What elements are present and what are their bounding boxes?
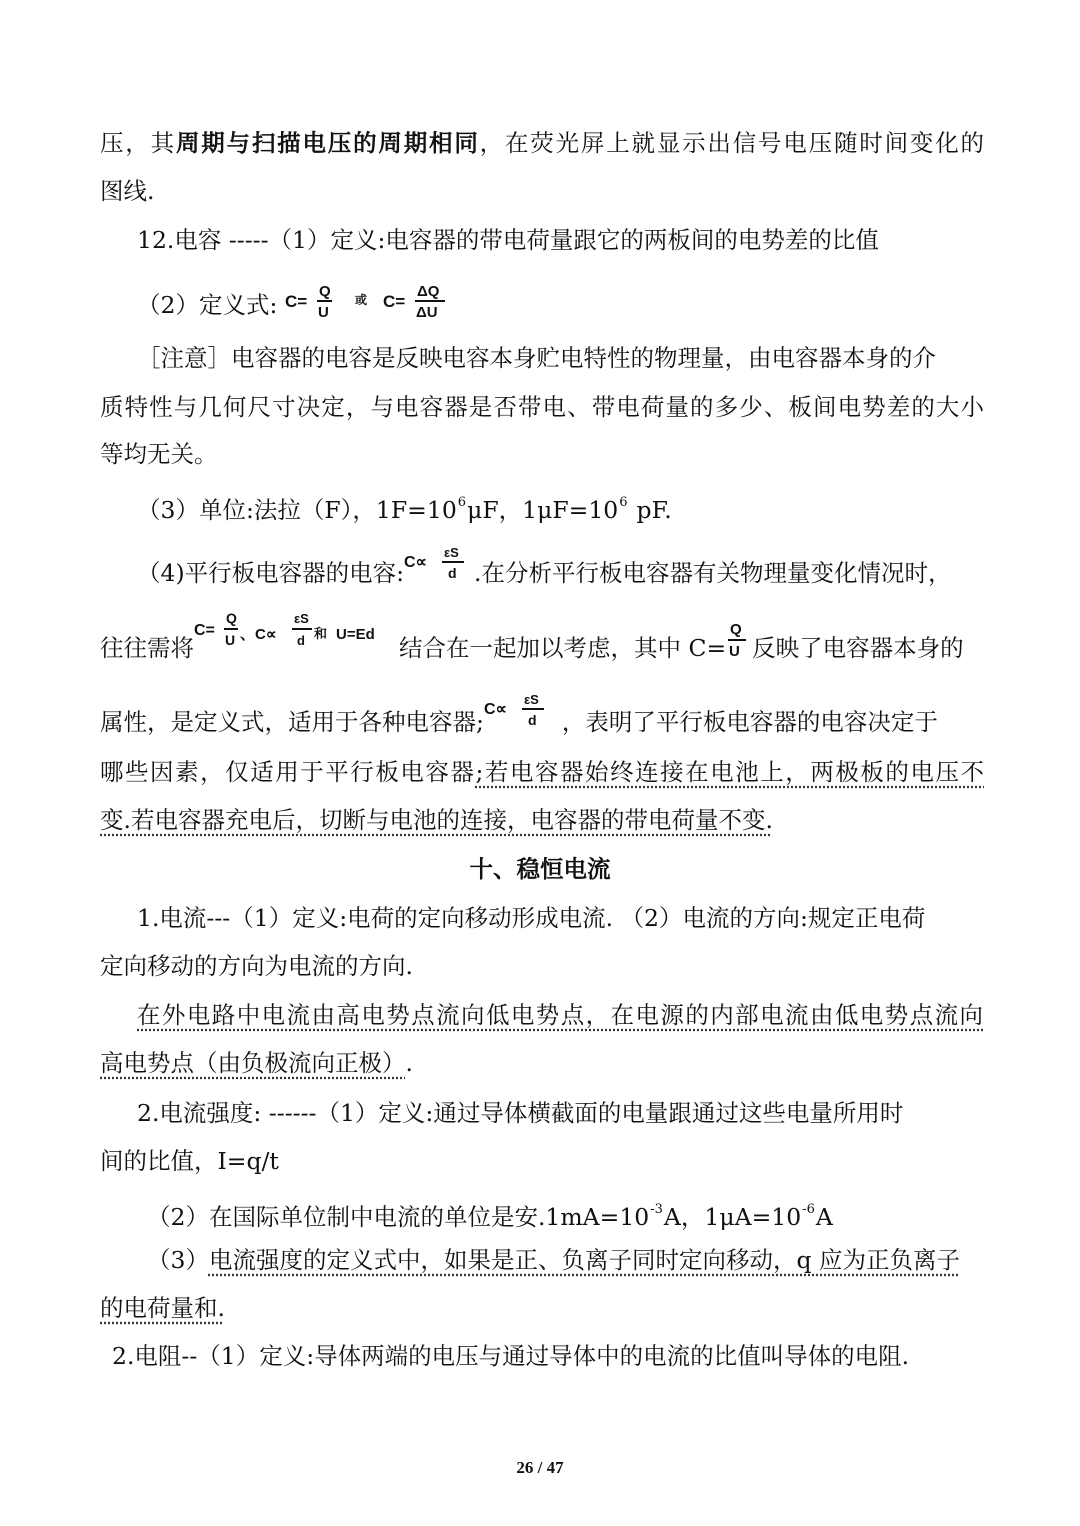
definition-formula-image bbox=[726, 618, 752, 662]
paragraph-line bbox=[137, 990, 983, 1040]
attribute-line bbox=[100, 691, 984, 747]
page-number bbox=[0, 1458, 1080, 1478]
text-span: A，1μA=10 bbox=[663, 1203, 802, 1231]
text-span: 压，其 bbox=[100, 129, 176, 157]
formula-epsilon-s: εS bbox=[444, 544, 459, 560]
paragraph-line: 图线. bbox=[100, 177, 155, 205]
text-span: pF. bbox=[636, 496, 672, 524]
text-span: （3） bbox=[147, 1246, 209, 1274]
text-span: 哪些因素，仅适用于平行板电容器 bbox=[100, 758, 476, 786]
text-span: μF，1μF=10 bbox=[467, 496, 619, 524]
parallel-plate-line bbox=[137, 544, 983, 598]
bold-text: 周期与扫描电压的周期相同 bbox=[175, 129, 480, 157]
text-span: （3）单位:法拉（F），1F=10 bbox=[137, 496, 457, 524]
text-span: . bbox=[405, 1049, 413, 1077]
formula-delta-q: ΔQ bbox=[416, 282, 440, 300]
text-span: （2）定义式: bbox=[137, 291, 278, 319]
text-span: 往往需将 bbox=[100, 634, 194, 662]
superscript: 6 bbox=[619, 495, 628, 510]
parallel-plate-formula-image bbox=[484, 690, 562, 734]
formula-c: C= bbox=[382, 291, 406, 311]
formula-d: d bbox=[527, 711, 537, 728]
formula-epsilon-s: εS bbox=[523, 691, 539, 707]
intensity-definition: 2.电流强度: ------（1）定义:通过导体横截面的电量跟通过这些电量所用时 bbox=[137, 1099, 904, 1127]
paragraph-line bbox=[100, 795, 984, 845]
paragraph-line bbox=[147, 1235, 983, 1285]
formula-c-prop: C∝ bbox=[404, 553, 428, 571]
text-span: 结合在一起加以考虑，其中 C= bbox=[399, 634, 727, 662]
formula-combination-line bbox=[100, 609, 984, 673]
formula-ued: U=Ed bbox=[336, 625, 375, 643]
formula-d: d bbox=[448, 564, 457, 581]
text-span: 属性，是定义式，适用于各种电容器; bbox=[100, 708, 484, 736]
formula-epsilon-s: εS bbox=[294, 610, 309, 626]
current-definition: 1.电流---（1）定义:电荷的定向移动形成电流. （2）电流的方向:规定正电荷 bbox=[137, 904, 926, 932]
formula-c: C= bbox=[194, 621, 215, 639]
underlined-text: ;若电容器始终连接在电池上，两极板的电压不 bbox=[475, 758, 985, 786]
paragraph-line: 间的比值，I=q/t bbox=[100, 1147, 279, 1175]
formula-c-prop: 、C∝ bbox=[240, 625, 277, 643]
paragraph-line bbox=[100, 1038, 984, 1088]
superscript: 6 bbox=[457, 495, 467, 510]
superscript: -3 bbox=[650, 1202, 663, 1217]
total-pages: 47 bbox=[546, 1458, 564, 1477]
capacitance-formula-line bbox=[137, 280, 983, 330]
formula-q: Q bbox=[226, 609, 237, 626]
formula-c: C= bbox=[284, 291, 308, 311]
unit-line bbox=[147, 1185, 1031, 1235]
capacitance-formula-image bbox=[285, 279, 465, 323]
formula-d: d bbox=[297, 632, 305, 648]
current-page: 26 bbox=[516, 1458, 534, 1477]
text-span: 反映了电容器本身的 bbox=[752, 634, 964, 662]
formula-and: 和 bbox=[314, 625, 328, 641]
formula-delta-u: ΔU bbox=[415, 303, 438, 321]
formula-u: U bbox=[729, 642, 740, 660]
paragraph-line bbox=[100, 747, 984, 797]
note-line: ［注意］电容器的电容是反映电容本身贮电特性的物理量，由电容器本身的介 bbox=[137, 344, 936, 372]
parallel-plate-formula-image bbox=[404, 543, 474, 587]
unit-line bbox=[137, 478, 983, 528]
formula-u: U bbox=[225, 631, 236, 648]
underlined-text: 变.若电容器充电后，切断与电池的连接，电容器的带电荷量不变. bbox=[100, 806, 773, 834]
combined-formula-image bbox=[194, 609, 399, 659]
text-span: .在分析平行板电容器有关物理量变化情况时， bbox=[474, 559, 952, 587]
text-span: A bbox=[815, 1203, 833, 1231]
underlined-text: 高电势点（由负极流向正极） bbox=[100, 1049, 406, 1077]
paragraph-line bbox=[100, 1283, 984, 1333]
formula-or: 或 bbox=[354, 292, 367, 307]
section-heading: 十、稳恒电流 bbox=[469, 855, 611, 883]
note-line: 等均无关。 bbox=[100, 440, 218, 468]
formula-q: Q bbox=[730, 620, 742, 638]
note-line: 质特性与几何尺寸决定，与电容器是否带电、带电荷量的多少、板间电势差的大小 bbox=[100, 393, 984, 421]
underlined-text: 在外电路中电流由高电势点流向低电势点，在电源的内部电流由低电势点流向 bbox=[137, 1001, 983, 1029]
text-span: ，在荧光屏上就显示出信号电压随时间变化的 bbox=[479, 129, 985, 157]
resistance-definition: 2.电阻--（1）定义:导体两端的电压与通过导体中的电流的比值叫导体的电阻. bbox=[112, 1342, 910, 1370]
superscript: -6 bbox=[802, 1202, 815, 1217]
text-span: ，表明了平行板电容器的电容决定于 bbox=[561, 708, 938, 736]
paragraph-line bbox=[100, 118, 984, 168]
formula-u: U bbox=[317, 303, 329, 321]
text-span: （4)平行板电容器的电容: bbox=[137, 559, 405, 587]
text-span: （2）在国际单位制中电流的单位是安.1mA=10 bbox=[147, 1203, 650, 1231]
capacitance-definition: 12.电容 -----（1）定义:电容器的带电荷量跟它的两板间的电势差的比值 bbox=[137, 226, 879, 254]
paragraph-line: 定向移动的方向为电流的方向. bbox=[100, 952, 413, 980]
underlined-text: 的电荷量和. bbox=[100, 1294, 225, 1322]
underlined-text: 电流强度的定义式中，如果是正、负离子同时定向移动，q 应为正负离子 bbox=[208, 1246, 960, 1274]
formula-q: Q bbox=[318, 282, 331, 300]
page-separator: / bbox=[537, 1458, 543, 1477]
formula-c-prop: C∝ bbox=[483, 700, 507, 718]
